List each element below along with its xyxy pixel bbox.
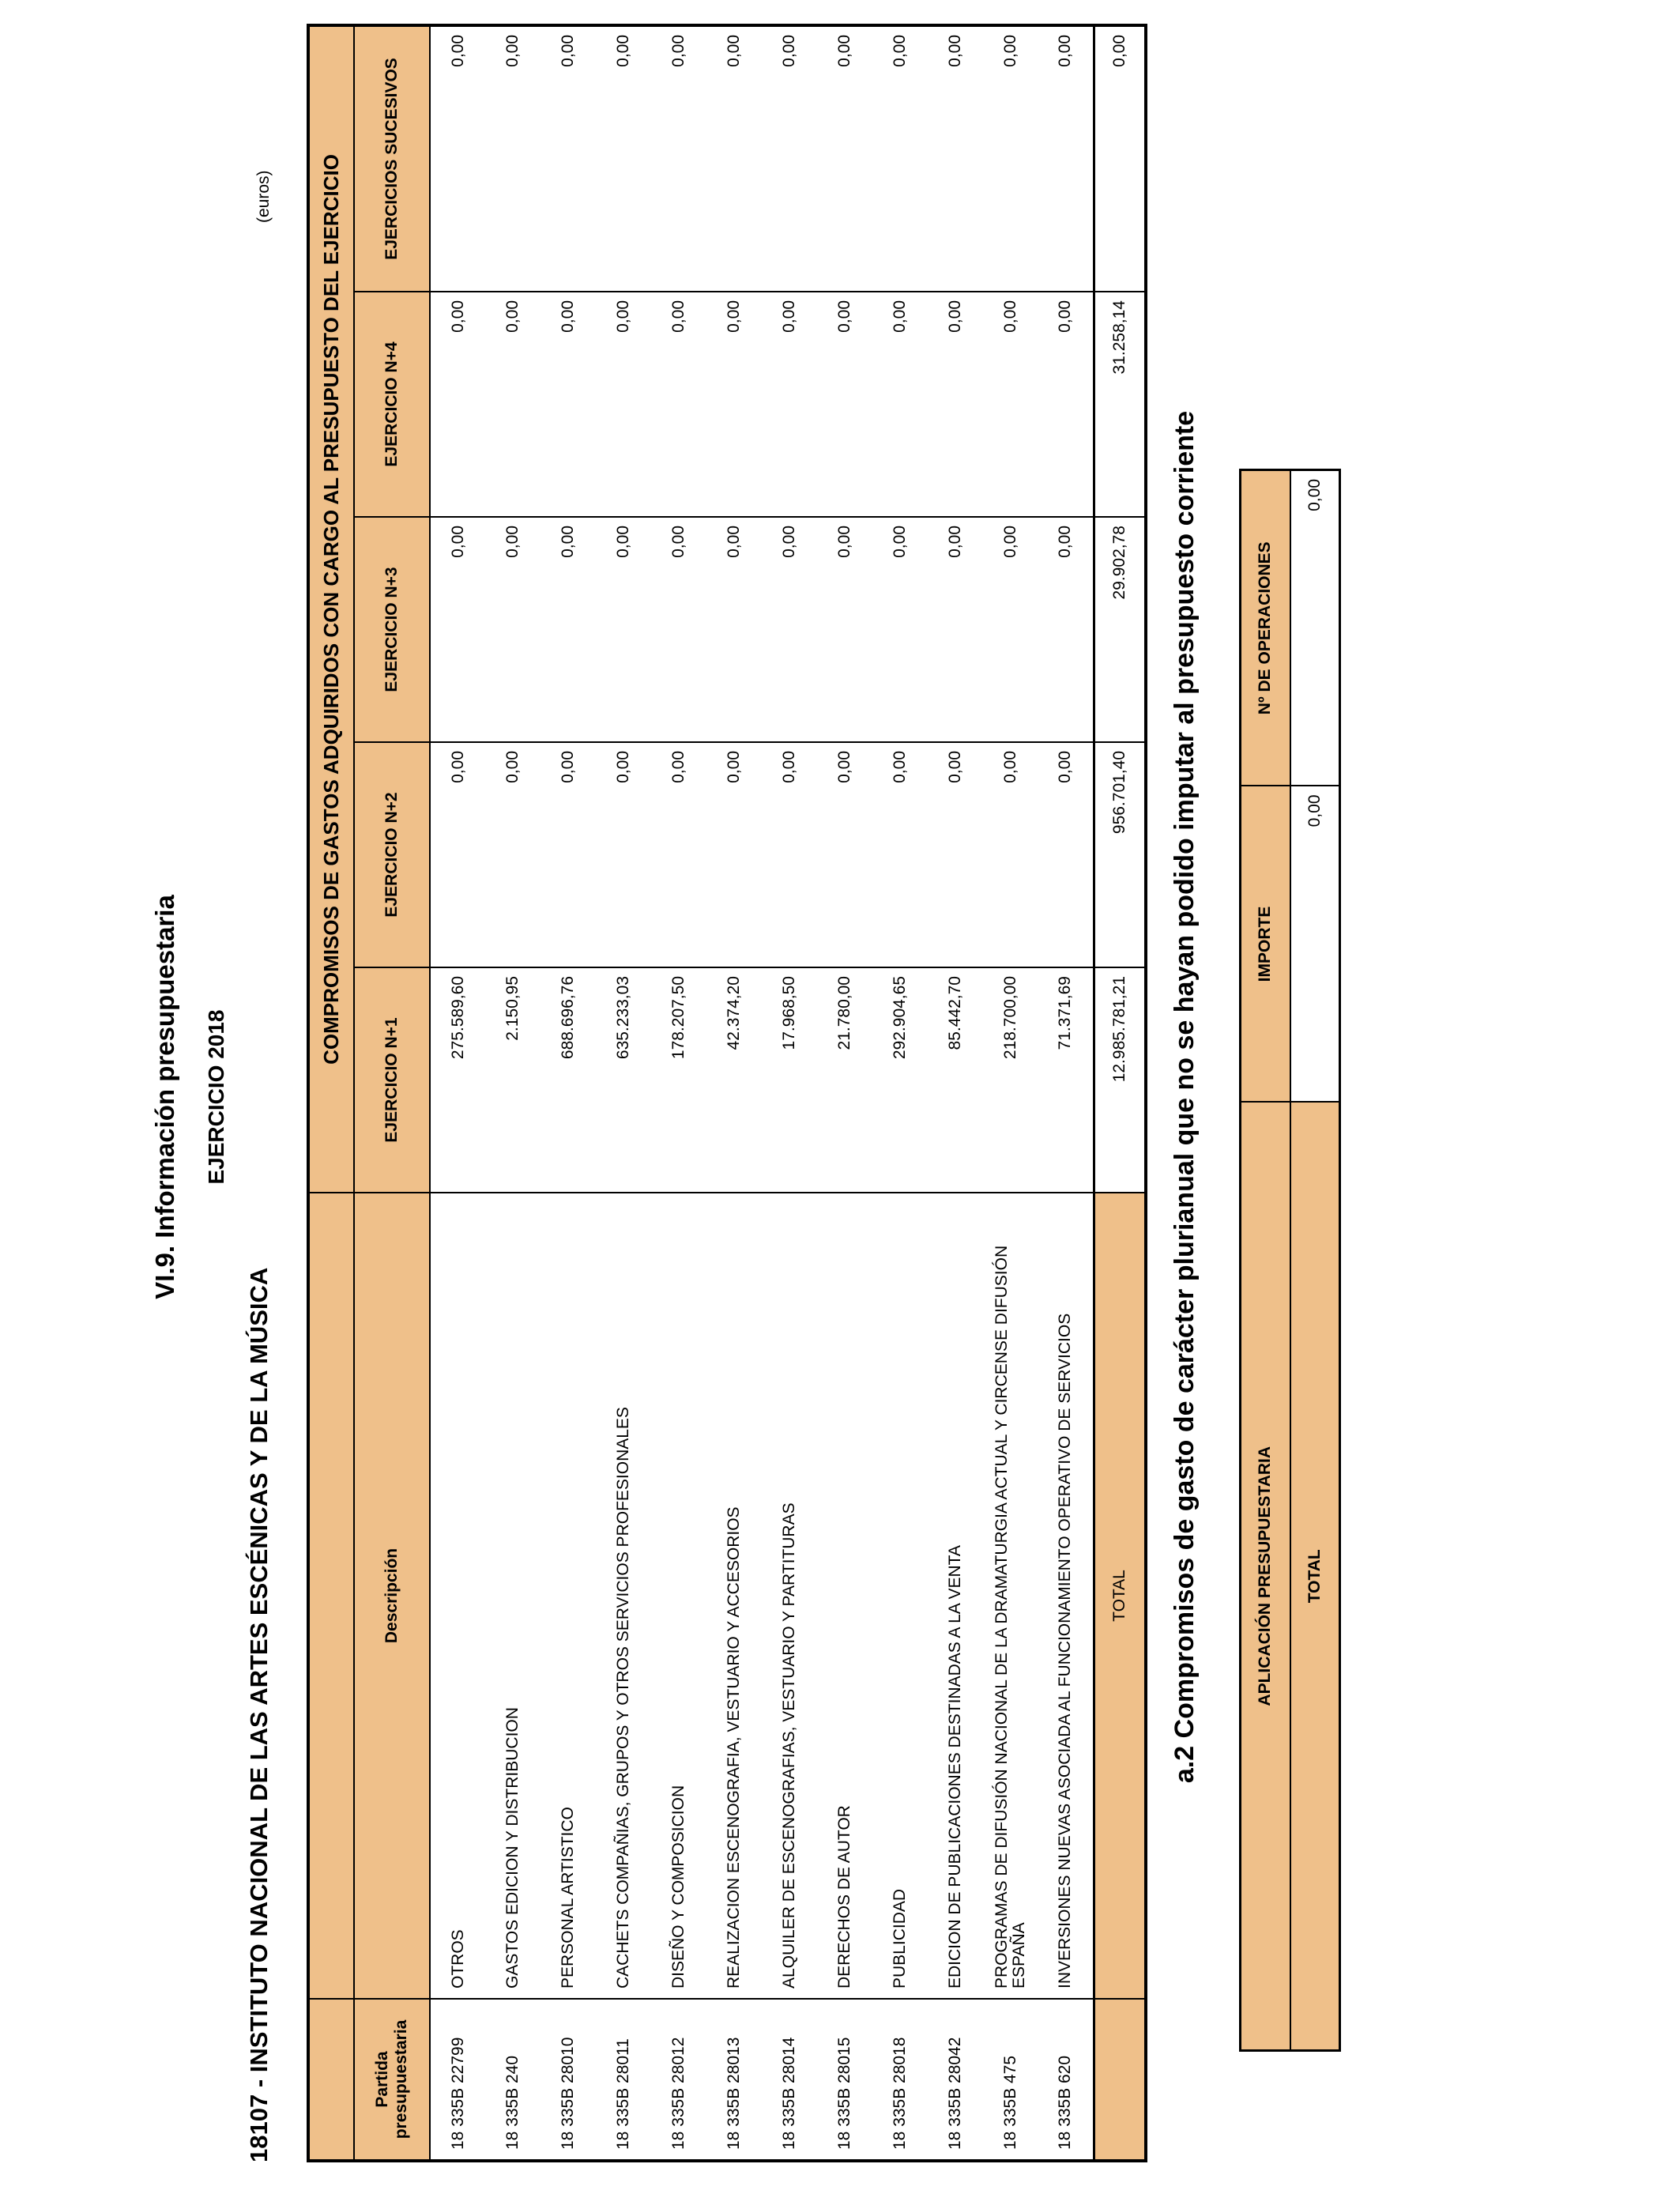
n1-cell: 178.207,50 [651, 967, 706, 1193]
sucesivos-cell: 0,00 [928, 25, 983, 292]
n4-cell: 0,00 [762, 292, 817, 517]
partida-item: 475 [1001, 2055, 1019, 2083]
n4-cell: 0,00 [706, 292, 762, 517]
column-header-row [354, 25, 430, 2161]
header-blank-partida [308, 1999, 354, 2161]
n3-cell: 0,00 [928, 517, 983, 742]
n4-cell: 0,00 [651, 292, 706, 517]
n4-cell: 0,00 [596, 292, 651, 517]
partida-cell [596, 1999, 651, 2161]
col-sucesivos: EJERCICIOS SUCESIVOS [354, 25, 430, 292]
partida-code: 18 335B [503, 2087, 522, 2150]
col-aplicacion: APLICACIÓN PRESUPUESTARIA [1241, 1103, 1290, 2051]
currency-unit-note: (euros) [254, 170, 273, 223]
table-row [872, 25, 928, 2161]
n4-cell: 0,00 [541, 292, 596, 517]
col-n3: EJERCICIO N+3 [354, 517, 430, 742]
descripcion-cell: PROGRAMAS DE DIFUSIÓN NACIONAL DE LA DRAMATURGIA ACTUAL Y CIRCENSE DIFUSIÓN ESPAÑA [983, 1193, 1038, 1999]
n1-cell: 21.780,00 [817, 967, 872, 1193]
col-importe: IMPORTE [1241, 786, 1290, 1103]
col-n4: EJERCICIO N+4 [354, 292, 430, 517]
partida-cell [983, 1999, 1038, 2161]
partida-code: 18 335B [448, 2087, 467, 2150]
sucesivos-cell: 0,00 [872, 25, 928, 292]
app-total-operaciones: 0,00 [1290, 470, 1340, 786]
group-header: COMPROMISOS DE GASTOS ADQUIRIDOS CON CARGO AL PRESUPUESTO DEL EJERCICIO [308, 25, 354, 1193]
app-total-label: TOTAL [1290, 1103, 1340, 2051]
partida-cell [928, 1999, 983, 2161]
partida-code: 18 335B [835, 2087, 853, 2150]
total-n4: 31.258,14 [1094, 292, 1146, 517]
n2-cell: 0,00 [762, 742, 817, 967]
descripcion-cell: DERECHOS DE AUTOR [817, 1193, 872, 1999]
n4-cell: 0,00 [1038, 292, 1094, 517]
partida-cell [872, 1999, 928, 2161]
n1-cell: 17.968,50 [762, 967, 817, 1193]
n4-cell: 0,00 [928, 292, 983, 517]
col-n1: EJERCICIO N+1 [354, 967, 430, 1193]
partida-cell [817, 1999, 872, 2161]
partida-item: 28013 [725, 2037, 743, 2083]
n1-cell: 42.374,20 [706, 967, 762, 1193]
n3-cell: 0,00 [651, 517, 706, 742]
n3-cell: 0,00 [762, 517, 817, 742]
partida-item: 28018 [891, 2037, 909, 2083]
n3-cell: 0,00 [872, 517, 928, 742]
n3-cell: 0,00 [541, 517, 596, 742]
col-n2: EJERCICIO N+2 [354, 742, 430, 967]
n3-cell: 0,00 [817, 517, 872, 742]
sucesivos-cell: 0,00 [1038, 25, 1094, 292]
n1-cell: 218.700,00 [983, 967, 1038, 1193]
section-a2-title: a.2 Compromisos de gasto de carácter plurianual que no se hayan podido imputar al presupuesto corriente [1170, 410, 1200, 1784]
document-title: VI.9. Información presupuestaria [150, 895, 179, 1299]
descripcion-cell: PERSONAL ARTISTICO [541, 1193, 596, 1999]
n1-cell: 71.371,69 [1038, 967, 1094, 1193]
descripcion-cell: REALIZACION ESCENOGRAFIA, VESTUARIO Y ACCESORIOS [706, 1193, 762, 1999]
sucesivos-cell: 0,00 [596, 25, 651, 292]
partida-item: 28042 [946, 2037, 964, 2083]
group-header-row [308, 25, 354, 2161]
n4-cell: 0,00 [817, 292, 872, 517]
sucesivos-cell: 0,00 [817, 25, 872, 292]
descripcion-cell: INVERSIONES NUEVAS ASOCIADA AL FUNCIONAMIENTO OPERATIVO DE SERVICIOS [1038, 1193, 1094, 1999]
sucesivos-cell: 0,00 [651, 25, 706, 292]
commitments-table [307, 24, 1147, 2162]
partida-cell [541, 1999, 596, 2161]
partida-code: 18 335B [559, 2087, 577, 2150]
partida-item: 28010 [559, 2037, 577, 2083]
table-row [706, 25, 762, 2161]
col-operaciones: Nº DE OPERACIONES [1241, 470, 1290, 786]
partida-code: 18 335B [1001, 2087, 1019, 2150]
n3-cell: 0,00 [706, 517, 762, 742]
n2-cell: 0,00 [485, 742, 541, 967]
partida-cell [762, 1999, 817, 2161]
sucesivos-cell: 0,00 [541, 25, 596, 292]
n4-cell: 0,00 [430, 292, 485, 517]
n2-cell: 0,00 [1038, 742, 1094, 967]
total-n3: 29.902,78 [1094, 517, 1146, 742]
descripcion-cell: EDICION DE PUBLICACIONES DESTINADAS A LA VENTA [928, 1193, 983, 1999]
n2-cell: 0,00 [872, 742, 928, 967]
col-partida: Partida presupuestaria [354, 1999, 430, 2161]
partida-code: 18 335B [780, 2087, 798, 2150]
table-row [762, 25, 817, 2161]
partida-cell [1038, 1999, 1094, 2161]
n4-cell: 0,00 [872, 292, 928, 517]
descripcion-cell: DISEÑO Y COMPOSICION [651, 1193, 706, 1999]
n4-cell: 0,00 [485, 292, 541, 517]
sucesivos-cell: 0,00 [485, 25, 541, 292]
organization-name: 18107 - INSTITUTO NACIONAL DE LAS ARTES ESCÉNICAS Y DE LA MÚSICA [245, 1267, 273, 2162]
partida-cell [430, 1999, 485, 2161]
total-blank [1094, 1999, 1146, 2161]
table-row [541, 25, 596, 2161]
n3-cell: 0,00 [983, 517, 1038, 742]
n1-cell: 292.904,65 [872, 967, 928, 1193]
table-body [430, 25, 1094, 2161]
descripcion-cell: PUBLICIDAD [872, 1193, 928, 1999]
n3-cell: 0,00 [430, 517, 485, 742]
table-row [983, 25, 1038, 2161]
app-total-importe: 0,00 [1290, 786, 1340, 1103]
n2-cell: 0,00 [928, 742, 983, 967]
partida-item: 28014 [780, 2037, 798, 2083]
partida-item: 22799 [448, 2037, 467, 2083]
n2-cell: 0,00 [706, 742, 762, 967]
n2-cell: 0,00 [817, 742, 872, 967]
table-row [596, 25, 651, 2161]
n2-cell: 0,00 [983, 742, 1038, 967]
n2-cell: 0,00 [651, 742, 706, 967]
sucesivos-cell: 0,00 [430, 25, 485, 292]
n3-cell: 0,00 [596, 517, 651, 742]
table-row [1038, 25, 1094, 2161]
n1-cell: 85.442,70 [928, 967, 983, 1193]
descripcion-cell: CACHETS COMPAÑIAS, GRUPOS Y OTROS SERVICIOS PROFESIONALES [596, 1193, 651, 1999]
partida-item: 620 [1056, 2055, 1075, 2083]
partida-cell [706, 1999, 762, 2161]
n1-cell: 635.233,03 [596, 967, 651, 1193]
total-label: TOTAL [1094, 1193, 1146, 1999]
table-row [651, 25, 706, 2161]
table-row [430, 25, 485, 2161]
partida-cell [485, 1999, 541, 2161]
n1-cell: 2.150,95 [485, 967, 541, 1193]
descripcion-cell: OTROS [430, 1193, 485, 1999]
total-n1: 12.985.781,21 [1094, 967, 1146, 1193]
partida-code: 18 335B [946, 2087, 964, 2150]
partida-code: 18 335B [891, 2087, 909, 2150]
app-total-row [1290, 470, 1340, 2051]
sucesivos-cell: 0,00 [706, 25, 762, 292]
partida-code: 18 335B [614, 2087, 632, 2150]
sucesivos-cell: 0,00 [983, 25, 1038, 292]
table-row [817, 25, 872, 2161]
exercise-year: EJERCICIO 2018 [204, 1009, 228, 1185]
n1-cell: 688.696,76 [541, 967, 596, 1193]
total-n2: 956.701,40 [1094, 742, 1146, 967]
partida-item: 240 [503, 2055, 522, 2083]
col-descripcion: Descripción [354, 1193, 430, 1999]
table-row [485, 25, 541, 2161]
descripcion-cell: GASTOS EDICION Y DISTRIBUCION [485, 1193, 541, 1999]
n2-cell: 0,00 [596, 742, 651, 967]
partida-item: 28011 [614, 2038, 632, 2083]
partida-code: 18 335B [1056, 2087, 1075, 2150]
sucesivos-cell: 0,00 [762, 25, 817, 292]
n2-cell: 0,00 [541, 742, 596, 967]
partida-cell [651, 1999, 706, 2161]
header-blank-desc [308, 1193, 354, 1999]
partida-code: 18 335B [725, 2087, 743, 2150]
partida-item: 28015 [835, 2037, 853, 2083]
total-sucesivos: 0,00 [1094, 25, 1146, 292]
non-imputed-commitments-table [1239, 469, 1341, 2052]
descripcion-cell: ALQUILER DE ESCENOGRAFIAS, VESTUARIO Y PARTITURAS [762, 1193, 817, 1999]
n3-cell: 0,00 [485, 517, 541, 742]
total-row [1094, 25, 1146, 2161]
n1-cell: 275.589,60 [430, 967, 485, 1193]
n4-cell: 0,00 [983, 292, 1038, 517]
n2-cell: 0,00 [430, 742, 485, 967]
table-row [928, 25, 983, 2161]
n3-cell: 0,00 [1038, 517, 1094, 742]
app-header-row [1241, 470, 1290, 2051]
partida-item: 28012 [669, 2037, 687, 2083]
partida-code: 18 335B [669, 2087, 687, 2150]
